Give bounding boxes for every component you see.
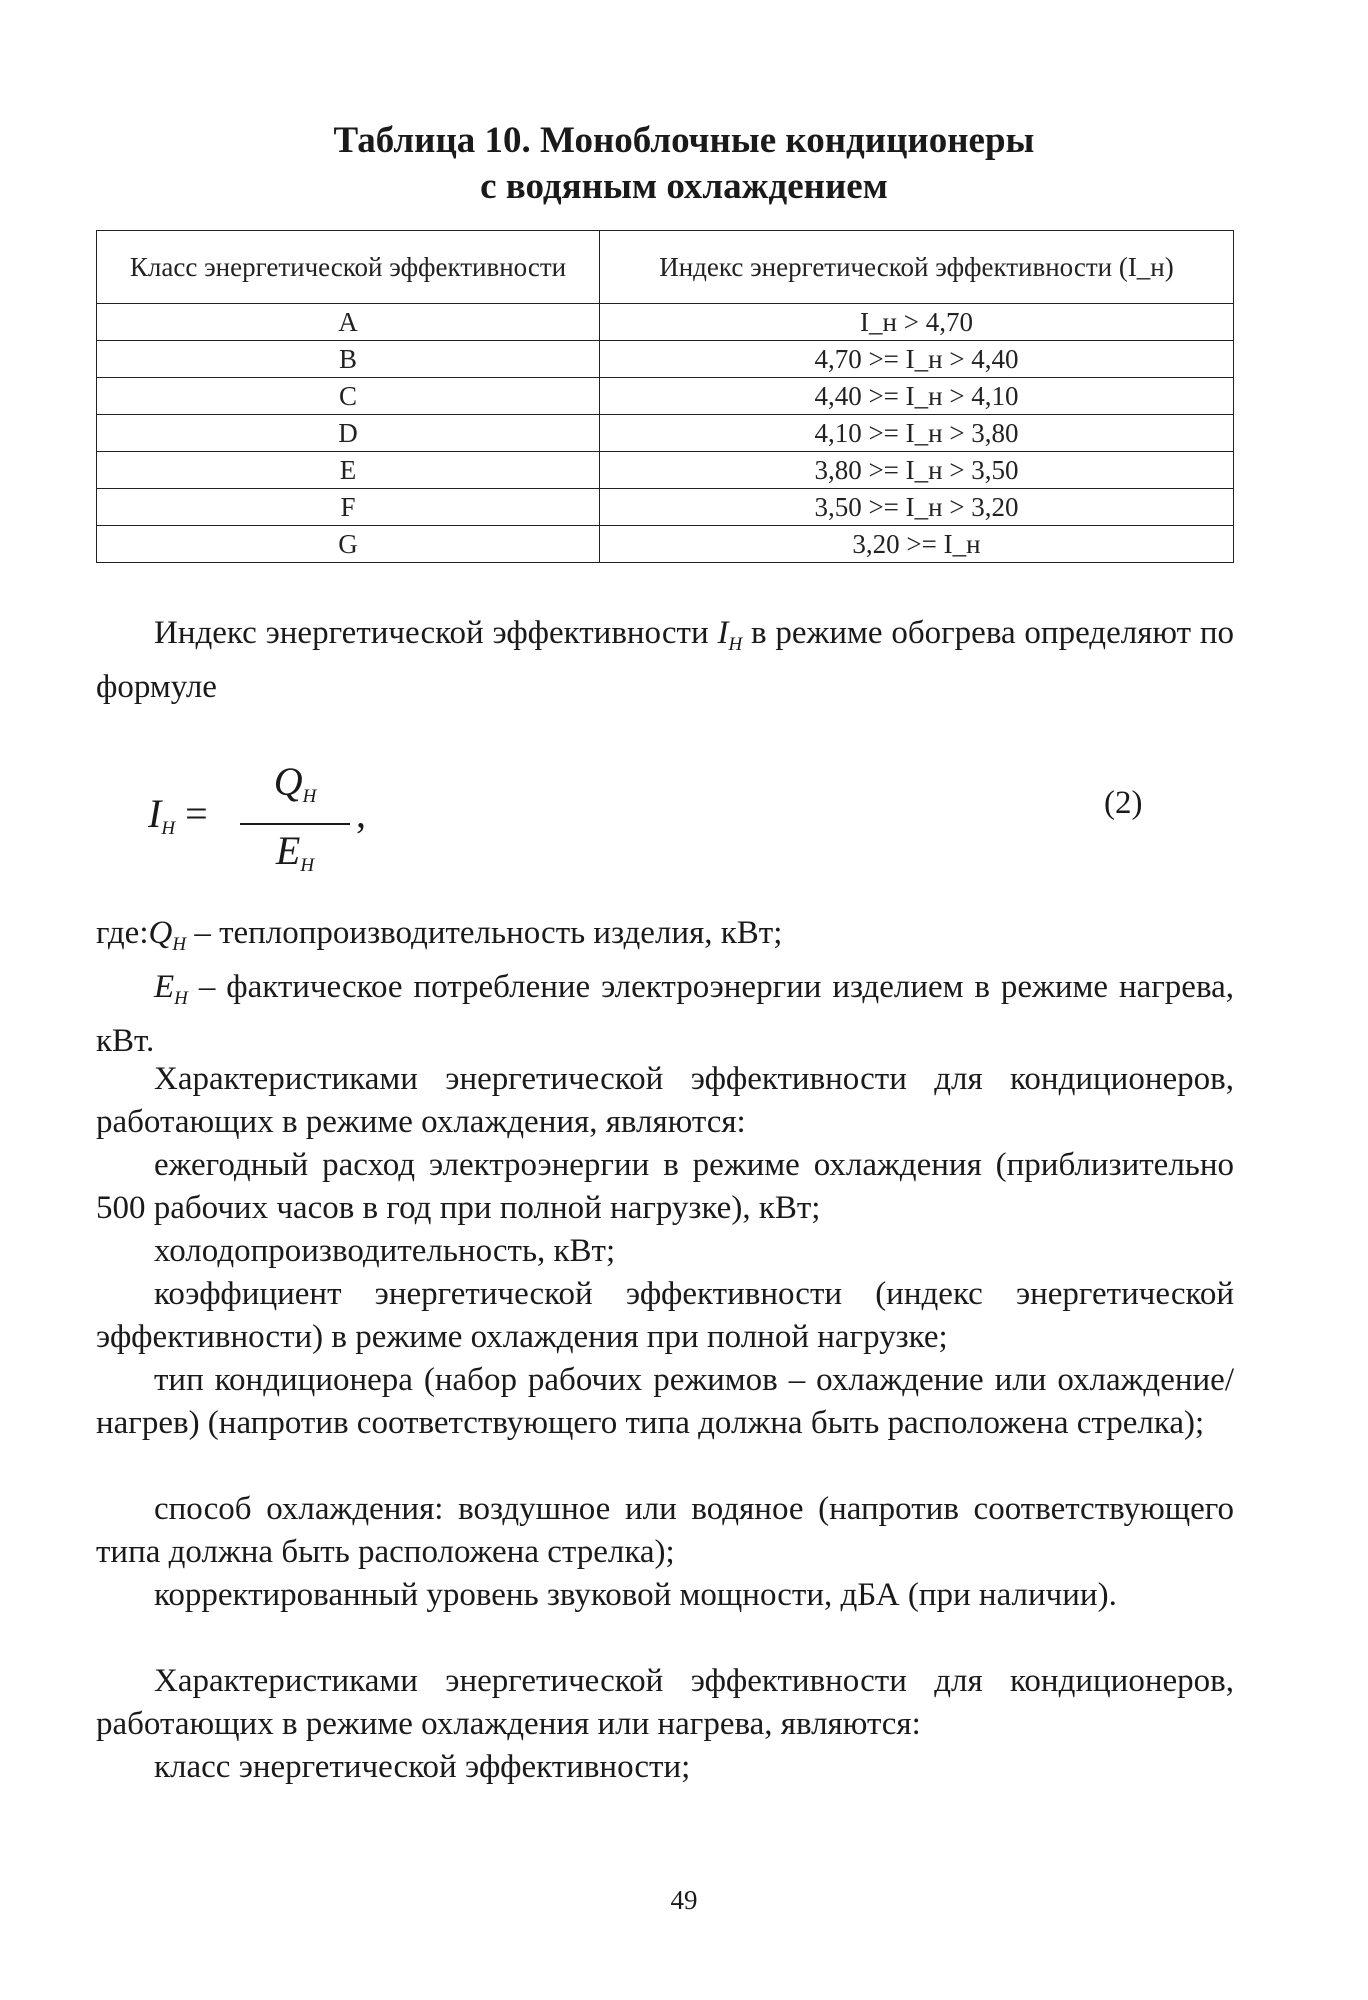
body-paragraph: способ охлаждения: воздушное или водяное (напротив соответствующего типа должна быть расположена стрелка); bbox=[96, 1491, 1234, 1570]
table-row bbox=[97, 526, 1234, 563]
table-row bbox=[97, 415, 1234, 452]
table-row bbox=[97, 304, 1234, 341]
table-row bbox=[97, 489, 1234, 526]
table-header-row bbox=[97, 231, 1234, 304]
class-cell: F bbox=[97, 489, 600, 526]
index-cell: 4,10 >= I_н > 3,80 bbox=[600, 415, 1234, 452]
formula-fraction bbox=[240, 758, 350, 890]
formula-denominator: $E_H$ bbox=[275, 828, 315, 876]
index-cell: 3,80 >= I_н > 3,50 bbox=[600, 452, 1234, 489]
body-paragraph: класс энергетической эффективности; bbox=[154, 1749, 691, 1785]
class-cell: G bbox=[97, 526, 600, 563]
fraction-bar bbox=[240, 823, 350, 825]
class-cell: D bbox=[97, 415, 600, 452]
class-cell: A bbox=[97, 304, 600, 341]
where-q: $где:Q_H$ – теплопроизводительность изделия, кВт; bbox=[96, 915, 783, 955]
index-cell: 4,40 >= I_н > 4,10 bbox=[600, 378, 1234, 415]
class-cell: B bbox=[97, 341, 600, 378]
body-paragraph: коэффициент энергетической эффективности (индекс энергетической эффективности) в режиме охлаждения при полной нагрузке; bbox=[96, 1276, 1234, 1355]
where-e: $E_H$ – фактическое потребление электроэнергии изделием в режиме нагрева, кВт. bbox=[96, 969, 1234, 1059]
body-paragraph: Характеристиками энергетической эффективности для кондиционеров, работающих в режиме охлаждения или нагрева, являются: bbox=[96, 1663, 1234, 1742]
intro-text-1: Индекс энергетической эффективности bbox=[154, 615, 709, 651]
intro-text-2: в режиме обогрева определяют по формуле bbox=[96, 615, 1235, 705]
header-class: Класс энергетической эффективности bbox=[97, 231, 600, 304]
page-number: 49 bbox=[670, 1885, 698, 1915]
table-row bbox=[97, 341, 1234, 378]
class-cell: E bbox=[97, 452, 600, 489]
intro-symbol: I bbox=[717, 615, 729, 651]
equation-number: (2) bbox=[1104, 785, 1143, 821]
table-row bbox=[97, 378, 1234, 415]
index-cell: I_н > 4,70 bbox=[600, 304, 1234, 341]
index-cell: 3,50 >= I_н > 3,20 bbox=[600, 489, 1234, 526]
header-index: Индекс энергетической эффективности (I_н) bbox=[600, 231, 1234, 304]
formula-comma: , bbox=[356, 791, 366, 836]
table-title-line-2: с водяным охлаждением bbox=[480, 166, 888, 207]
table-title bbox=[0, 118, 1368, 210]
formula-numerator: $Q_H$ bbox=[273, 759, 317, 807]
intro-symbol-sub: H bbox=[728, 634, 743, 655]
body-paragraph: корректированный уровень звуковой мощности, дБА (при наличии). bbox=[154, 1577, 1117, 1613]
body-paragraph: тип кондиционера (набор рабочих режимов – охлаждение или охлаждение/нагрев) (напротив соответствующего типа должна быть расположена стрелка); bbox=[96, 1362, 1234, 1441]
body-paragraph: Характеристиками энергетической эффективности для кондиционеров, работающих в режиме охлаждения, являются: bbox=[96, 1061, 1234, 1140]
table-row bbox=[97, 452, 1234, 489]
energy-class-table bbox=[96, 230, 1234, 563]
index-cell: 4,70 >= I_н > 4,40 bbox=[600, 341, 1234, 378]
intro-paragraph bbox=[96, 612, 1234, 709]
body-paragraph: ежегодный расход электроэнергии в режиме охлаждения (приблизительно 500 рабочих часов в год при полной нагрузке), кВт; bbox=[96, 1147, 1234, 1226]
class-cell: C bbox=[97, 378, 600, 415]
table-title-line-1: Таблица 10. Моноблочные кондиционеры bbox=[333, 120, 1035, 161]
body-paragraph: холодопроизводительность, кВт; bbox=[154, 1233, 616, 1269]
formula-lhs: $I_H$ = bbox=[148, 791, 208, 839]
index-cell: 3,20 >= I_н bbox=[600, 526, 1234, 563]
